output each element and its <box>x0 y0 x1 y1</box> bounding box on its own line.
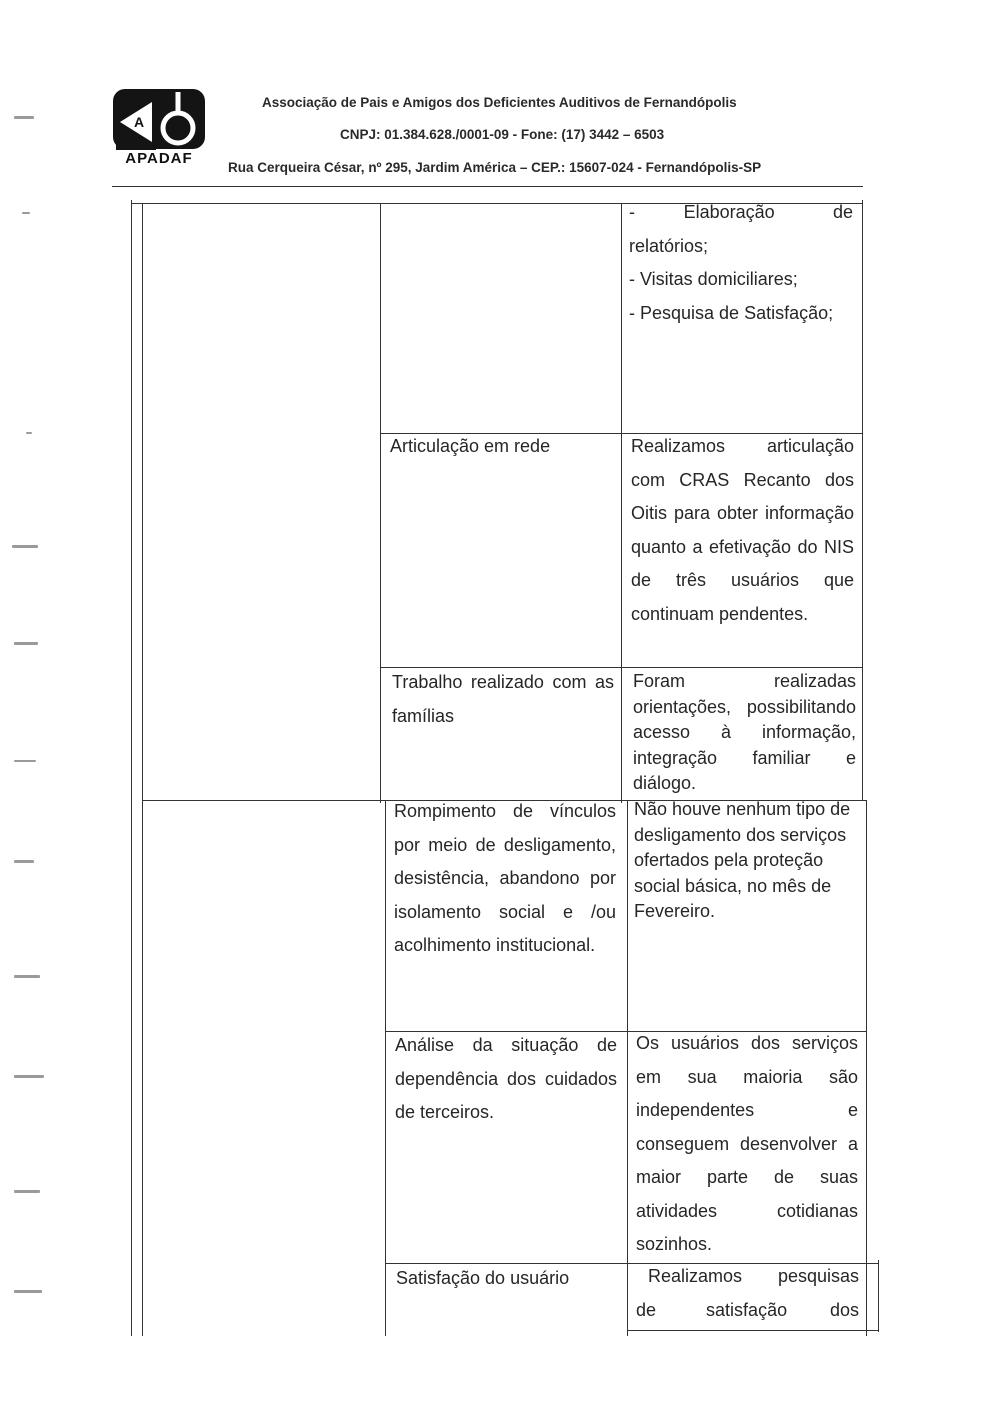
table-border <box>385 800 386 1336</box>
table-cell-item: Trabalho realizado com as famílias <box>392 672 614 726</box>
table-cell-item: Análise da situação de dependência dos cuidados de terceiros. <box>395 1035 617 1122</box>
scan-speck <box>14 1190 40 1193</box>
table-cell-description: Foram realizadas orientações, possibilitando acesso à informação, integração familiar e diálogo. <box>633 671 856 793</box>
table-border <box>142 203 143 1336</box>
table-border <box>621 203 622 803</box>
table-border <box>627 800 628 1336</box>
table-cell-description: Realizamos articulação com CRAS Recanto dos Oitis para obter informação quanto a efetivação do NIS de três usuários que continuam pendentes. <box>631 436 854 624</box>
scan-speck <box>12 545 38 548</box>
table-cell-item: Rompimento de vínculos por meio de desligamento, desistência, abandono por isolamento social e /ou acolhimento institucional. <box>394 801 616 955</box>
scan-speck <box>14 760 36 762</box>
table-cell-item: Satisfação do usuário <box>396 1268 570 1288</box>
table-border <box>380 203 381 803</box>
scan-speck <box>14 642 38 645</box>
logo-text: APADAF <box>125 150 193 167</box>
table-cell-description: Não houve nenhum tipo de desligamento dos serviços ofertados pela proteção social básica, no mês de Fevereiro. <box>634 799 851 921</box>
address: Rua Cerqueira César, nº 295, Jardim América – CEP.: 15607-024 - Fernandópolis-SP <box>228 160 762 175</box>
table-cell-description: Os usuários dos serviços em sua maioria são independentes e conseguem desenvolver a maior parte de suas atividades cotidianas sozinhos. <box>636 1033 858 1254</box>
scan-speck <box>14 116 34 119</box>
table-cell-item: Articulação em rede <box>390 436 551 456</box>
scan-speck <box>22 212 30 214</box>
table-border <box>627 1330 878 1331</box>
scan-speck <box>26 432 32 434</box>
scan-speck <box>14 1075 44 1078</box>
table-border <box>866 800 867 1336</box>
logo-mark-letter: A <box>134 114 145 130</box>
table-border <box>131 200 132 1336</box>
table-cell-description: - Elaboração de relatórios; - Visitas domiciliares; - Pesquisa de Satisfação; <box>629 202 853 323</box>
scan-speck <box>14 975 40 978</box>
table-border <box>862 200 863 800</box>
cnpj-phone: CNPJ: 01.384.628./0001-09 - Fone: (17) 3442 – 6503 <box>340 127 665 142</box>
organization-name: Associação de Pais e Amigos dos Deficientes Auditivos de Fernandópolis <box>262 95 737 110</box>
scan-speck <box>14 860 34 863</box>
scan-speck <box>14 1290 42 1293</box>
table-cell-description: Realizamos pesquisas de satisfação dos <box>636 1266 859 1320</box>
table-border <box>878 1260 879 1332</box>
